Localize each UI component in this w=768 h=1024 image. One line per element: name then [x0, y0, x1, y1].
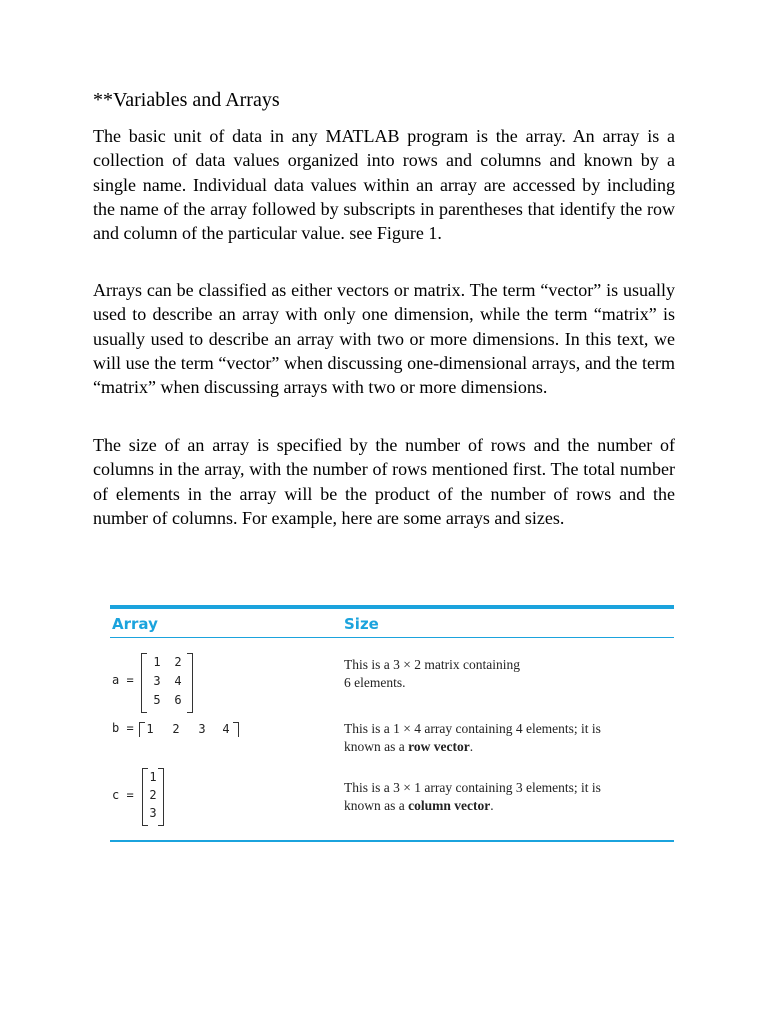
matrix-cell: 2 [149, 788, 157, 802]
matrix-cell: 5 [153, 693, 161, 707]
description-line: This is a 3 × 2 matrix containing [344, 657, 520, 672]
matrix-cell: 1 [146, 722, 154, 736]
matrix-a [141, 653, 193, 711]
size-description-a [344, 656, 664, 692]
array-size-table [110, 605, 674, 845]
array-c-label: c = [112, 788, 134, 802]
left-bracket [141, 653, 147, 713]
paragraph-intro: The basic unit of data in any MATLAB program is the array. An array is a collection of data values organized into rows and columns and known by a single name. Individual data values within an array are accessed by including the name of the array followed by subscripts in parentheses that identify the row and column of the particular value. see Figure 1. [93, 126, 675, 244]
description-text: known as a [344, 798, 409, 813]
right-bracket [187, 653, 193, 713]
table-header-rule [110, 637, 674, 638]
term-row-vector: row vector [408, 739, 470, 754]
matrix-b [139, 722, 239, 738]
matrix-cell: 1 [149, 770, 157, 784]
term-column-vector: column vector [408, 798, 491, 813]
matrix-cell: 3 [153, 674, 161, 688]
matrix-c [142, 768, 164, 824]
size-description-b [344, 720, 664, 756]
description-period: . [469, 739, 474, 754]
table-bottom-rule [110, 840, 674, 842]
matrix-cell: 1 [153, 655, 161, 669]
right-bracket [233, 722, 239, 737]
section-heading: **Variables and Arrays [93, 89, 280, 111]
description-line [344, 797, 664, 815]
description-line: This is a 1 × 4 array containing 4 elements; it is [344, 721, 601, 736]
column-header-array: Array [112, 615, 158, 633]
array-b-label: b = [112, 721, 134, 735]
paragraph-sizes: The size of an array is specified by the number of rows and the number of columns in the array, with the number of rows mentioned first. The total number of elements in the array will be the product of the number of rows and the number of columns. For example, here are some arrays and sizes. [93, 435, 675, 528]
column-header-size: Size [344, 615, 379, 633]
matrix-cell: 6 [174, 693, 182, 707]
description-period: . [490, 798, 494, 813]
description-line [344, 738, 664, 756]
matrix-cell: 2 [172, 722, 180, 736]
matrix-cell: 4 [222, 722, 230, 736]
matrix-cell: 2 [174, 655, 182, 669]
table-top-rule [110, 605, 674, 609]
paragraph-vectors: Arrays can be classified as either vectors or matrix. The term “vector” is usually used to describe an array with only one dimension, while the term “matrix” is usually used to describe an array with two or more dimensions. In this text, we will use the term “vector” when discussing one-dimensional arrays, and the term “matrix” when discussing arrays with two or more dimensions. [93, 280, 675, 398]
size-description-c [344, 779, 664, 815]
array-a-label: a = [112, 673, 134, 687]
matrix-cell: 4 [174, 674, 182, 688]
description-line: 6 elements. [344, 675, 406, 690]
matrix-cell: 3 [149, 806, 157, 820]
matrix-cell: 3 [198, 722, 206, 736]
description-line: This is a 3 × 1 array containing 3 elements; it is [344, 780, 601, 795]
description-text: known as a [344, 739, 409, 754]
